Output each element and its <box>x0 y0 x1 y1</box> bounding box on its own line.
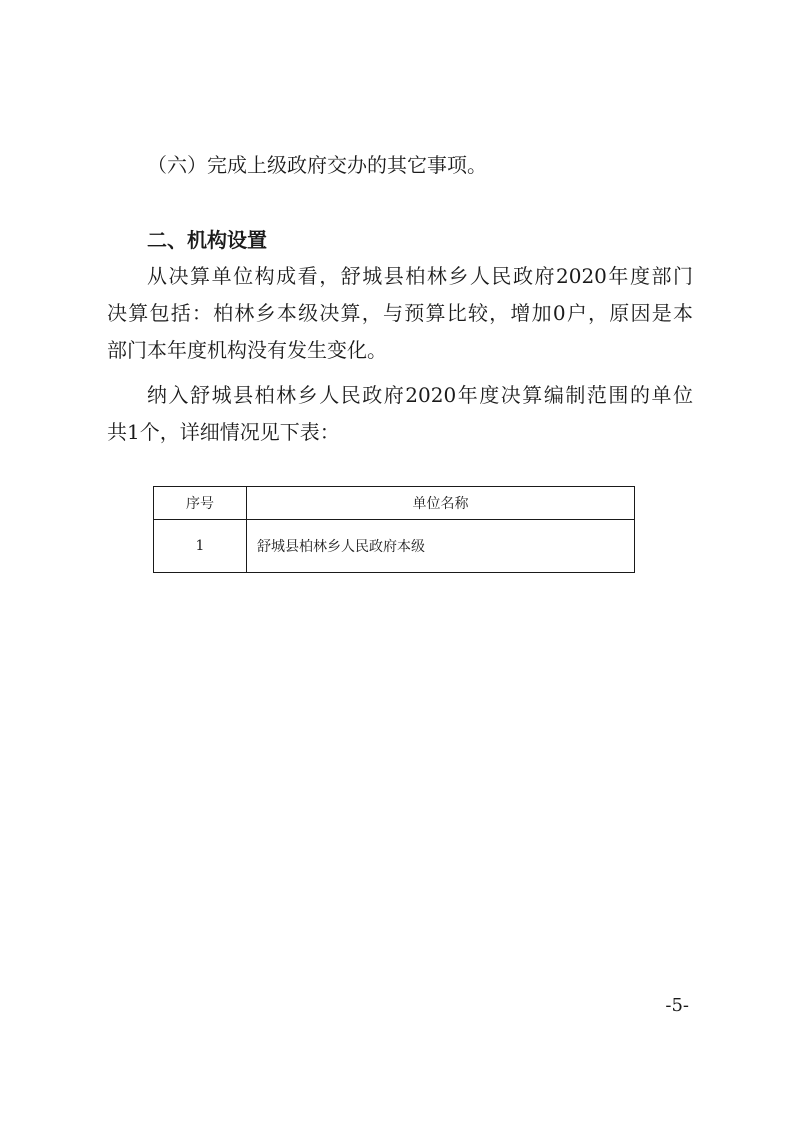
paragraph-2-line-1: 纳入舒城县柏林乡人民政府2020年度决算编制范围的单位 <box>147 383 693 407</box>
paragraph-1-line-2: 决算包括：柏林乡本级决算，与预算比较，增加0户，原因是本 <box>107 301 693 325</box>
header-seq: 序号 <box>154 487 247 520</box>
paragraph-1-line-3: 部门本年度机构没有发生变化。 <box>107 338 387 362</box>
unit-table <box>153 486 635 573</box>
section-heading-organization: 二、机构设置 <box>147 228 267 252</box>
paragraph-2-line-2: 共1个，详细情况见下表： <box>107 420 340 444</box>
table-header-row <box>154 487 635 520</box>
cell-unit-name: 舒城县柏林乡人民政府本级 <box>247 520 635 573</box>
cell-seq: 1 <box>154 520 247 573</box>
header-unit-name: 单位名称 <box>247 487 635 520</box>
item-six-text: （六）完成上级政府交办的其它事项。 <box>147 153 487 177</box>
table-row <box>154 520 635 573</box>
paragraph-1-line-1: 从决算单位构成看，舒城县柏林乡人民政府2020年度部门 <box>147 264 693 288</box>
page-number: -5- <box>665 995 689 1016</box>
